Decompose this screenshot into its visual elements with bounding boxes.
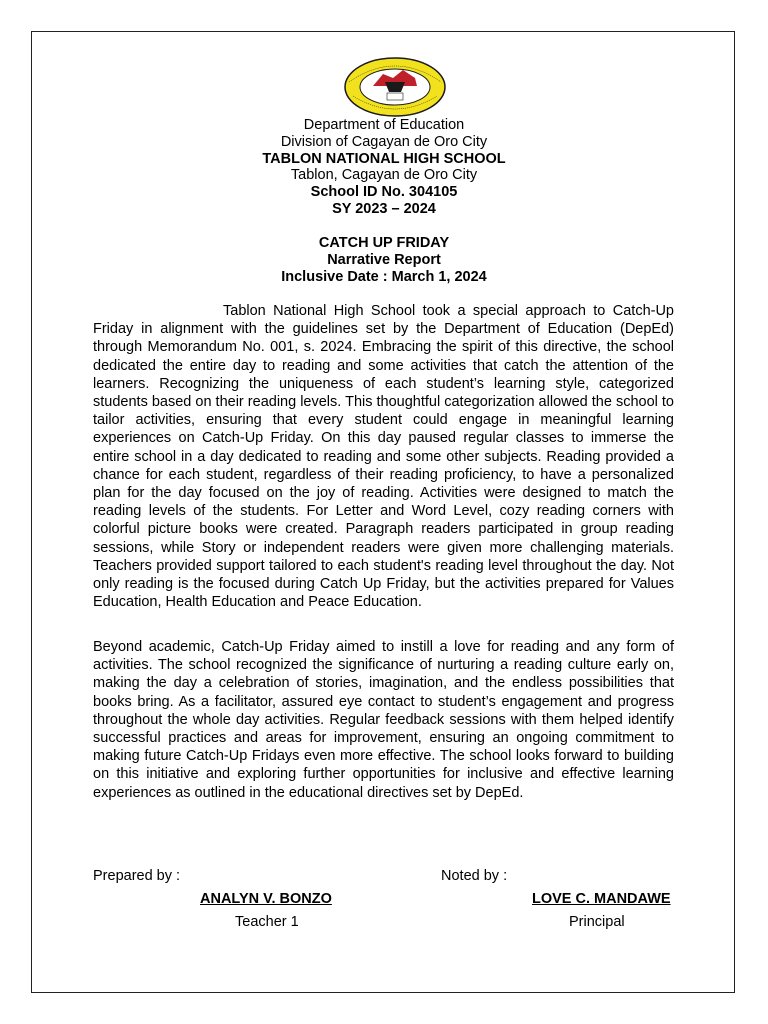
noter-name: LOVE C. MANDAWE [532,891,671,907]
report-subtitle: Narrative Report [327,252,441,268]
school-name: TABLON NATIONAL HIGH SCHOOL [262,150,506,167]
school-id: School ID No. 304105 [310,184,458,201]
preparer-name: ANALYN V. BONZO [200,891,332,907]
school-year: SY 2023 – 2024 [332,200,436,217]
department-name: Department of Education [303,117,465,133]
narrative-paragraph-2: Beyond academic, Catch-Up Friday aimed to instill a love for reading and any form of activities. The school recognized the significance of nurturing a reading culture early on, making the day a celebration of stories, imagination, and the endless possibilities that books bring. As a facilitator, assured eye contact to student’s engagement and progress throughout the whole day activities. Regular feedback sessions with them helped identify successful practices and areas for improvement, ensuring an ongoing commitment to making future Catch-Up Fridays even more effective. The school looks forward to building on this initiative and exploring further opportunities for inclusive and effective learning experiences as outlined in the educational directives set by DepEd. [93,639,674,801]
noted-by-label: Noted by : [441,868,508,884]
preparer-role: Teacher 1 [235,914,299,930]
letterhead [0,117,768,218]
deped-seal-logo [343,56,447,118]
prepared-by-label: Prepared by : [93,868,181,884]
report-title-block [0,235,768,286]
noter-role: Principal [569,914,625,930]
report-title: CATCH UP FRIDAY [318,235,450,251]
school-address: Tablon, Cagayan de Oro City [290,167,478,184]
narrative-paragraph-1: Tablon National High School took a special approach to Catch-Up Friday in alignment with the guidelines set by the Department of Education (DepEd) through Memorandum No. 001, s. 2024. Embracing the spirit of this directive, the school dedicated the entire day to reading and some activities that catch the attention of the learners. Recognizing the uniqueness of each student’s learning style, categorized students based on their reading levels. This thoughtful categorization allowed the school to tailor activities, ensuring that every student could engage in meaningful learning experiences on Catch-Up Friday. On this day paused regular classes to immerse the entire school in a day dedicated to reading and some other subjects. Reading provided a chance for each student, regardless of their reading proficiency, to have a personalized plan for the day focused on the joy of reading. Activities were designed to match the reading levels of the students. For Letter and Word Level, cozy reading corners with colorful picture books were created. Paragraph readers participated in group reading sessions, while Story or independent readers were given more challenging materials. Teachers provided support tailored to each student's reading level throughout the day. Not only reading is the focused during Catch Up Friday, but the activities prepared for Values Education, Health Education and Peace Education. [93,303,674,611]
division-name: Division of Cagayan de Oro City [280,133,488,150]
report-date: Inclusive Date : March 1, 2024 [281,269,487,285]
